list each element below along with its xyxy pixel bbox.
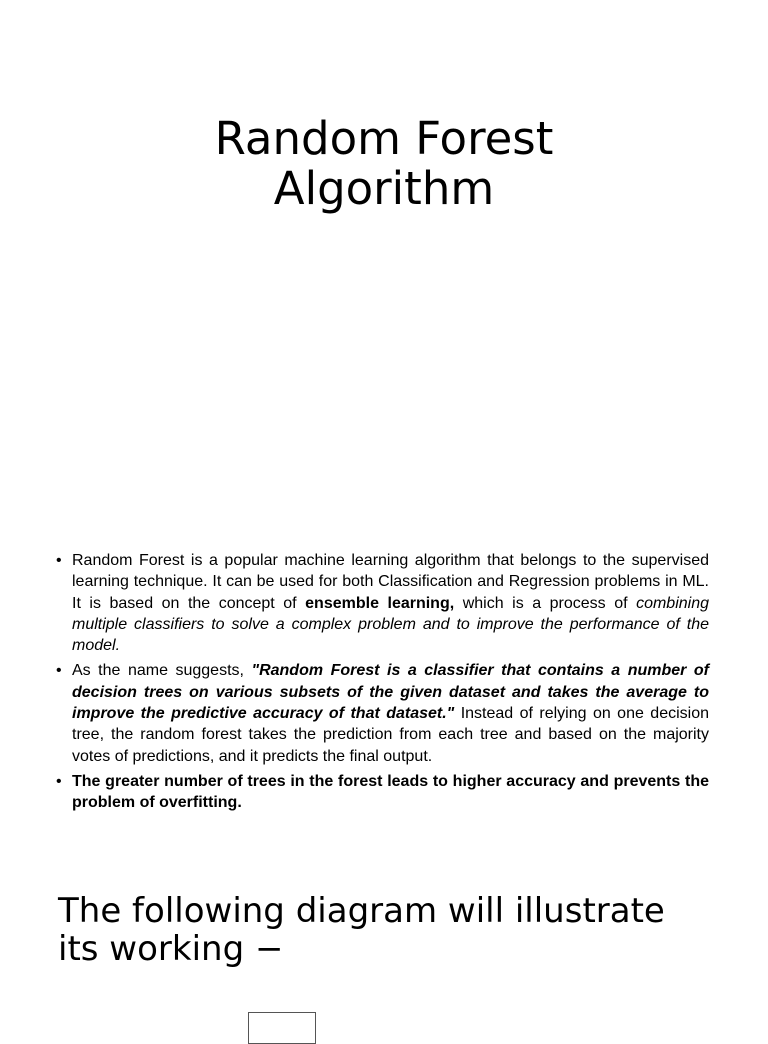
bullet-text: Random Forest is a popular machine learning algorithm that belongs to the supervised learning technique. It can be used for both Classification and Regression problems in ML. It is based on the concept of bbox=[72, 552, 709, 612]
bullet-marker: • bbox=[56, 552, 62, 569]
bullet-text-bold: ensemble learning, bbox=[305, 594, 455, 612]
bullet-text-italic: combining multiple classifiers to solve a complex problem and to improve the performance of the model. bbox=[72, 594, 710, 655]
bullet-item-name-meaning bbox=[56, 660, 709, 766]
bullet-marker: • bbox=[56, 662, 62, 680]
diagram-box-top bbox=[248, 1012, 316, 1044]
slide-title bbox=[0, 114, 768, 214]
bullet-text-quote: "Random Forest is a classifier that contains a number of decision trees on various subsets of the given dataset and takes the average to improve the predictive accuracy of that dataset." bbox=[72, 662, 710, 723]
bullet-list bbox=[56, 550, 709, 818]
bullet-text: Instead of relying on one decision tree, the random forest takes the prediction from each tree and based on the majority votes of predictions, and it predicts the final output. bbox=[72, 705, 710, 765]
slide-title-line-2: Algorithm bbox=[273, 162, 495, 215]
slide-title-line-1: Random Forest bbox=[214, 112, 554, 165]
bullet-text-bold: The greater number of trees in the forest leads to higher accuracy and prevents the problem of overfitting. bbox=[72, 772, 709, 812]
bullet-text: As the name suggests, bbox=[72, 662, 252, 680]
section-heading-line-1: The following diagram will illustrate bbox=[58, 891, 665, 931]
section-heading-line-2: its working − bbox=[58, 929, 284, 969]
bullet-item-accuracy bbox=[56, 771, 709, 814]
bullet-marker: • bbox=[56, 772, 62, 790]
section-heading bbox=[58, 892, 738, 968]
bullet-text: which is a process of bbox=[454, 594, 637, 612]
bullet-item-definition bbox=[56, 550, 709, 656]
